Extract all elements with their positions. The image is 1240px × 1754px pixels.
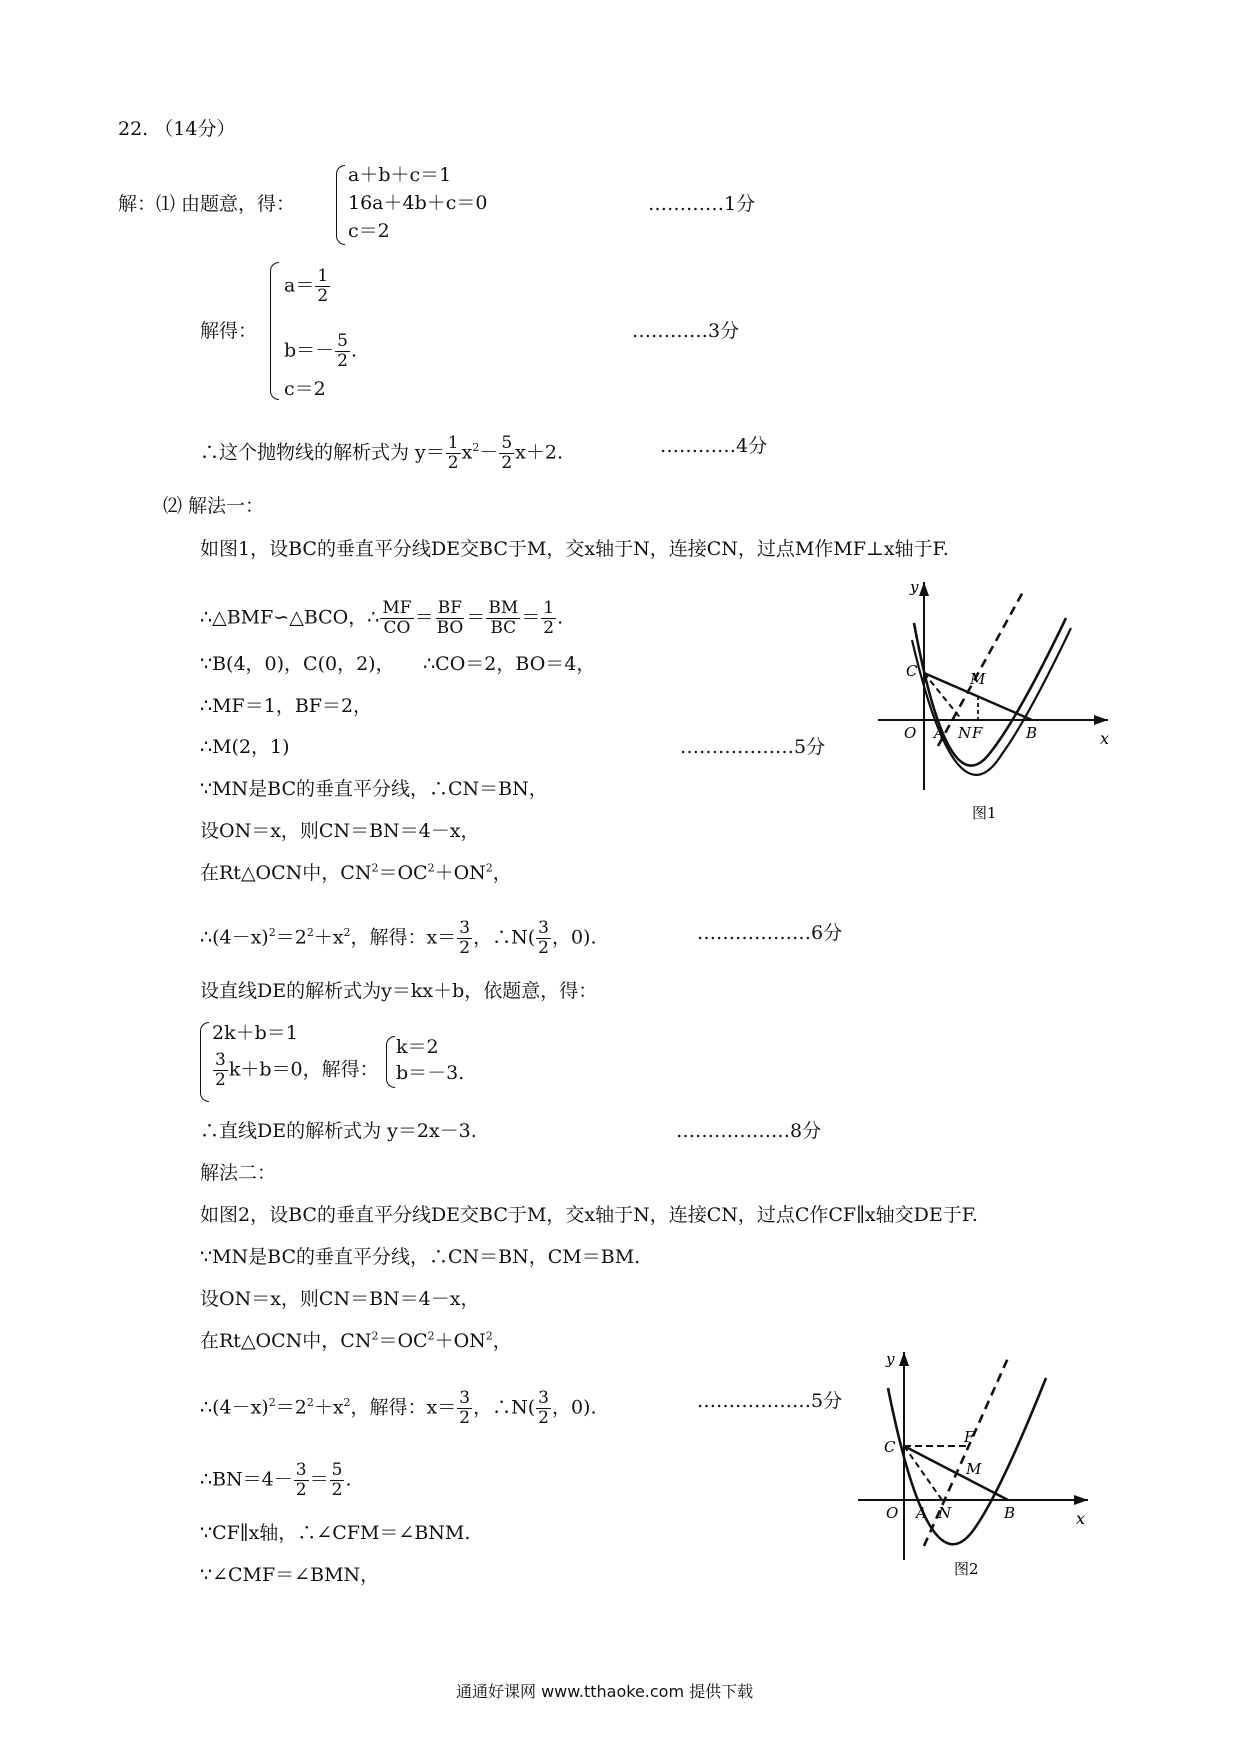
square: 2: [427, 1329, 435, 1343]
num: 3: [459, 1388, 471, 1408]
pre: ∴BN＝4－: [200, 1468, 293, 1491]
num: BM: [488, 598, 519, 618]
caption-fig1: 图1: [972, 804, 997, 822]
solution-brace: [270, 262, 279, 400]
label-A: A: [934, 724, 945, 742]
label-M: M: [966, 1460, 982, 1478]
t2: b＝－3: [396, 1062, 459, 1084]
num: 3: [538, 1388, 549, 1408]
label-N: N: [958, 724, 972, 742]
frac: [457, 920, 472, 957]
frac: [213, 1052, 228, 1089]
m2-line-4: [200, 1329, 512, 1352]
sys2-row-1: 2k＋b＝1: [212, 1022, 298, 1044]
end: .: [345, 1468, 352, 1491]
sys3-row-1: k＝2: [396, 1036, 439, 1058]
m1-line-4: ∴MF＝1，BF＝2，: [200, 695, 373, 717]
mid: ＋x: [313, 926, 344, 949]
label-C: C: [884, 1438, 896, 1456]
num: 1: [317, 266, 329, 286]
frac: [294, 1462, 309, 1499]
frac: [457, 1390, 472, 1427]
mid: ，∴N(: [473, 1396, 536, 1419]
square: 2: [306, 926, 314, 940]
den: 2: [215, 1070, 226, 1090]
problem-header: [118, 120, 235, 139]
mid: ，解得：: [302, 1058, 379, 1081]
frac: [536, 1390, 551, 1427]
m1-line-10: 设直线DE的解析式为y＝kx＋b，依题意，得：: [200, 980, 598, 1002]
end: .: [557, 606, 564, 629]
frac: [330, 1462, 345, 1499]
square: 2: [485, 1329, 493, 1343]
x-tail: x＋2.: [515, 441, 564, 464]
b-lhs: b＝－: [284, 339, 335, 362]
problem-number: 22.: [118, 118, 149, 140]
sys3-row-2: [396, 1064, 464, 1083]
eq-row: a＋b＋c＝1: [348, 164, 452, 186]
end: ，: [492, 1330, 512, 1352]
eq: ＝: [466, 606, 486, 629]
solution-b: [284, 333, 357, 370]
end: ，: [492, 862, 512, 884]
label-N: N: [938, 1504, 952, 1522]
label-x: x: [1100, 729, 1110, 748]
m1-line-5: ∴M(2，1): [200, 736, 290, 758]
end: ，0).: [551, 926, 597, 949]
mid: ＝OC: [378, 862, 428, 884]
m1-line-6: ∵MN是BC的垂直平分线，∴CN＝BN，: [200, 778, 548, 800]
page-footer: 通通好课网 www.tthaoke.com 提供下载: [456, 1682, 754, 1701]
solved-label: 解得：: [200, 320, 258, 342]
label-O: O: [904, 724, 917, 742]
frac: [435, 600, 466, 637]
m2-line-3: 设ON＝x，则CN＝BN＝4－x，: [200, 1288, 480, 1310]
m1-line-3: ∵B(4，0)，C(0，2)， ∴CO＝2，BO＝4，: [200, 653, 596, 675]
score-mark-m2-5: ………………5分: [697, 1390, 843, 1412]
num: 5: [337, 331, 348, 351]
num: 5: [331, 1460, 343, 1480]
pre: 在Rt△OCN中，CN: [200, 1330, 372, 1352]
label-F: F: [964, 1428, 975, 1446]
part2-label: ⑵ 解法一：: [163, 495, 265, 517]
eq: ＝: [309, 1468, 329, 1491]
den: 2: [331, 1480, 343, 1500]
den: 2: [459, 1408, 471, 1428]
square: 2: [371, 1329, 379, 1343]
square: 2: [472, 441, 480, 455]
num: 5: [501, 433, 513, 453]
label-B: B: [1026, 724, 1038, 742]
a-lhs: a＝: [284, 274, 315, 297]
square: 2: [343, 926, 351, 940]
frac: [380, 600, 413, 637]
frac-b: [335, 333, 350, 370]
m2-line-8: ∵∠CMF＝∠BMN，: [200, 1564, 380, 1586]
frac-five-half: [499, 435, 514, 472]
m2-line-2: ∵MN是BC的垂直平分线，∴CN＝BN，CM＝BM.: [200, 1246, 641, 1268]
score-mark-5: ………………5分: [680, 736, 826, 758]
y-arrow: [919, 582, 929, 596]
score-mark-1: …………1分: [648, 193, 756, 215]
square: 2: [371, 861, 379, 875]
line-DE: [924, 1358, 1008, 1546]
label-C: C: [906, 662, 918, 680]
m2-line-1: 如图2，设BC的垂直平分线DE交BC于M，交x轴于N，连接CN，过点C作CF∥x轴交DE于F.: [200, 1204, 978, 1226]
den: 2: [543, 618, 555, 638]
y-arrow: [899, 1352, 909, 1366]
conc-pre: ∴这个抛物线的解析式为 y＝: [200, 441, 445, 464]
num: 1: [447, 433, 459, 453]
square: 2: [268, 926, 276, 940]
pre: 在Rt△OCN中，CN: [200, 862, 372, 884]
square: 2: [485, 861, 493, 875]
frac: [541, 600, 556, 637]
frac: [536, 920, 551, 957]
system-brace-2: [200, 1022, 209, 1102]
score-mark-8: ………………8分: [676, 1120, 822, 1142]
label-M: M: [970, 670, 986, 688]
parabola: [914, 618, 1066, 766]
den: BO: [436, 618, 464, 638]
m1-line-8: [200, 861, 512, 884]
score-mark-6: ………………6分: [697, 922, 843, 944]
solution-a: [284, 268, 331, 305]
m1-line-11: ∴直线DE的解析式为 y＝2x－3.: [200, 1120, 477, 1142]
sys2-row-2: [212, 1052, 379, 1089]
part1-intro: 解：⑴ 由题意，得：: [118, 193, 296, 215]
square: 2: [268, 1396, 276, 1410]
m2-line-5: [200, 1390, 597, 1427]
label-y: y: [886, 1350, 895, 1368]
num: MF: [382, 598, 412, 618]
mid: ＋ON: [434, 1330, 486, 1352]
mid: ＝2: [275, 926, 307, 949]
num: 3: [459, 918, 471, 938]
b-tail: .: [351, 339, 358, 362]
mid: ＝2: [275, 1396, 307, 1419]
system-brace-3: [386, 1036, 395, 1088]
mid: ，∴N(: [473, 926, 536, 949]
m1-line-9: [200, 920, 597, 957]
eq: ＝: [521, 606, 541, 629]
frac-half: [446, 435, 461, 472]
end: ，0).: [551, 1396, 597, 1419]
problem-score: （14分）: [154, 118, 236, 140]
num: 3: [295, 1460, 307, 1480]
m1-line-7: 设ON＝x，则CN＝BN＝4－x，: [200, 820, 480, 842]
mid: ＋x: [313, 1396, 344, 1419]
den: 2: [447, 453, 459, 473]
m2-line-7: ∵CF∥x轴，∴∠CFM＝∠BNM.: [200, 1522, 471, 1544]
mid: ，解得：x＝: [350, 926, 457, 949]
label-x: x: [1076, 1509, 1086, 1528]
square: 2: [343, 1396, 351, 1410]
num: 3: [538, 918, 549, 938]
x-term: x: [461, 441, 473, 464]
x-arrow: [1094, 715, 1108, 725]
label-B: B: [1004, 1504, 1016, 1522]
eq: ＝: [414, 606, 434, 629]
mid: ，解得：x＝: [350, 1396, 457, 1419]
den: BC: [490, 618, 517, 638]
caption-fig2: 图2: [954, 1560, 979, 1578]
label-y: y: [910, 578, 919, 596]
den: 2: [459, 938, 471, 958]
label-A: A: [916, 1504, 927, 1522]
frac-a: [315, 268, 330, 305]
eq-row: 16a＋4b＋c＝0: [348, 192, 488, 214]
mid: ＝OC: [378, 1330, 428, 1352]
m1-line-1: 如图1，设BC的垂直平分线DE交BC于M，交x轴于N，连接CN，过点M作MF⊥x轴于F.: [200, 538, 949, 560]
frac: [486, 600, 520, 637]
figure-2: [858, 1348, 1098, 1593]
parabola-conclusion: [200, 435, 563, 472]
den: 2: [501, 453, 513, 473]
den: 2: [538, 1408, 549, 1428]
label-F: F: [972, 724, 983, 742]
score-mark-4: …………4分: [660, 435, 768, 457]
den: CO: [383, 618, 411, 638]
m2-label: 解法二：: [200, 1162, 277, 1184]
num: 3: [215, 1050, 226, 1070]
x-arrow: [1074, 1495, 1088, 1505]
minus: －: [479, 441, 499, 464]
num: 1: [543, 598, 555, 618]
score-mark-3: …………3分: [632, 320, 740, 342]
pre: ∴(4－x): [200, 926, 269, 949]
eq-row: c＝2: [348, 220, 390, 242]
m1-line-2: [200, 600, 563, 637]
num: BF: [437, 598, 463, 618]
end: .: [458, 1062, 465, 1084]
pre: ∴(4－x): [200, 1396, 269, 1419]
m2-line-6: [200, 1462, 351, 1499]
figure-1: [878, 578, 1118, 828]
system-brace: [336, 165, 345, 245]
den: 2: [538, 938, 549, 958]
label-O: O: [886, 1504, 899, 1522]
solution-c: c＝2: [284, 378, 326, 400]
den: 2: [337, 351, 348, 371]
den: 2: [295, 1480, 307, 1500]
den: 2: [317, 286, 329, 306]
square: 2: [427, 861, 435, 875]
square: 2: [306, 1396, 314, 1410]
mid: ＋ON: [434, 862, 486, 884]
l2-pre: ∴△BMF∽△BCO，∴: [200, 606, 380, 629]
tail: k＋b＝0: [228, 1058, 303, 1081]
